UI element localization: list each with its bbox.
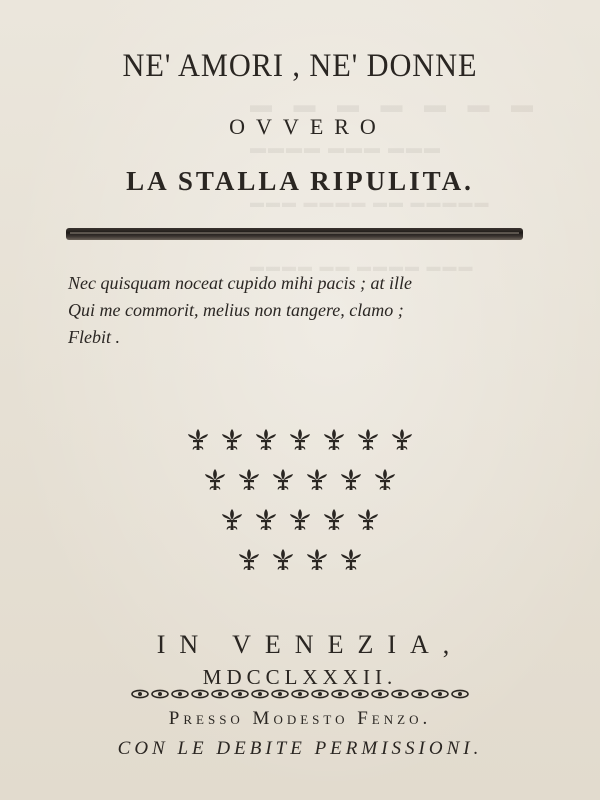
- fleur-de-lis-icon: [338, 547, 364, 573]
- decorative-border-icon: [130, 688, 470, 700]
- fleur-de-lis-icon: [236, 547, 262, 573]
- fleur-de-lis-icon: [185, 427, 211, 453]
- bleed-through-shadow: ▬▬▬▬ ▬▬ ▬▬▬▬ ▬▬▬: [250, 260, 475, 275]
- fleur-de-lis-icon: [304, 467, 330, 493]
- bleed-through-shadow: ▬▬▬▬ ▬▬▬ ▬▬▬: [250, 140, 442, 157]
- fleur-de-lis-icon: [253, 427, 279, 453]
- fleuron-row: [0, 420, 600, 460]
- epigraph: [68, 270, 538, 351]
- fleuron-row: [0, 500, 600, 540]
- horizontal-rule: [66, 228, 523, 240]
- epigraph-line: Flebit .: [68, 327, 120, 347]
- fleur-de-lis-icon: [355, 507, 381, 533]
- fleur-de-lis-icon: [389, 427, 415, 453]
- fleur-de-lis-icon: [304, 547, 330, 573]
- fleuron-ornament-block: [0, 420, 600, 580]
- bleed-through-shadow: ▬▬▬ ▬▬▬▬ ▬▬ ▬▬▬▬▬: [250, 196, 491, 211]
- title-connector: OVVERO: [229, 114, 387, 139]
- imprint-permission: CON LE DEBITE PERMISSIONI.: [117, 738, 483, 759]
- subtitle: LA STALLA RIPULITA.: [126, 166, 474, 196]
- fleur-de-lis-icon: [219, 507, 245, 533]
- fleuron-row: [0, 540, 600, 580]
- fleur-de-lis-icon: [270, 467, 296, 493]
- imprint-printer: Presso Modesto Fenzo.: [168, 708, 432, 729]
- fleur-de-lis-icon: [287, 507, 313, 533]
- fleur-de-lis-icon: [355, 427, 381, 453]
- fleuron-row: [0, 460, 600, 500]
- epigraph-line: Qui me commorit, melius non tangere, clamo ;: [68, 300, 404, 320]
- imprint-date: MDCCLXXXII.: [202, 665, 398, 689]
- fleur-de-lis-icon: [253, 507, 279, 533]
- fleur-de-lis-icon: [202, 467, 228, 493]
- fleur-de-lis-icon: [321, 427, 347, 453]
- fleur-de-lis-icon: [372, 467, 398, 493]
- main-title: NE' AMORI , NE' DONNE: [122, 48, 478, 84]
- fleur-de-lis-icon: [219, 427, 245, 453]
- epigraph-line: Nec quisquam noceat cupido mihi pacis ; at ille: [68, 273, 412, 293]
- fleur-de-lis-icon: [338, 467, 364, 493]
- bleed-through-shadow: ▬ ▬ ▬ ▬ ▬ ▬ ▬: [250, 92, 541, 117]
- fleur-de-lis-icon: [321, 507, 347, 533]
- fleur-de-lis-icon: [236, 467, 262, 493]
- imprint-place: IN VENEZIA,: [156, 630, 464, 659]
- fleur-de-lis-icon: [287, 427, 313, 453]
- fleur-de-lis-icon: [270, 547, 296, 573]
